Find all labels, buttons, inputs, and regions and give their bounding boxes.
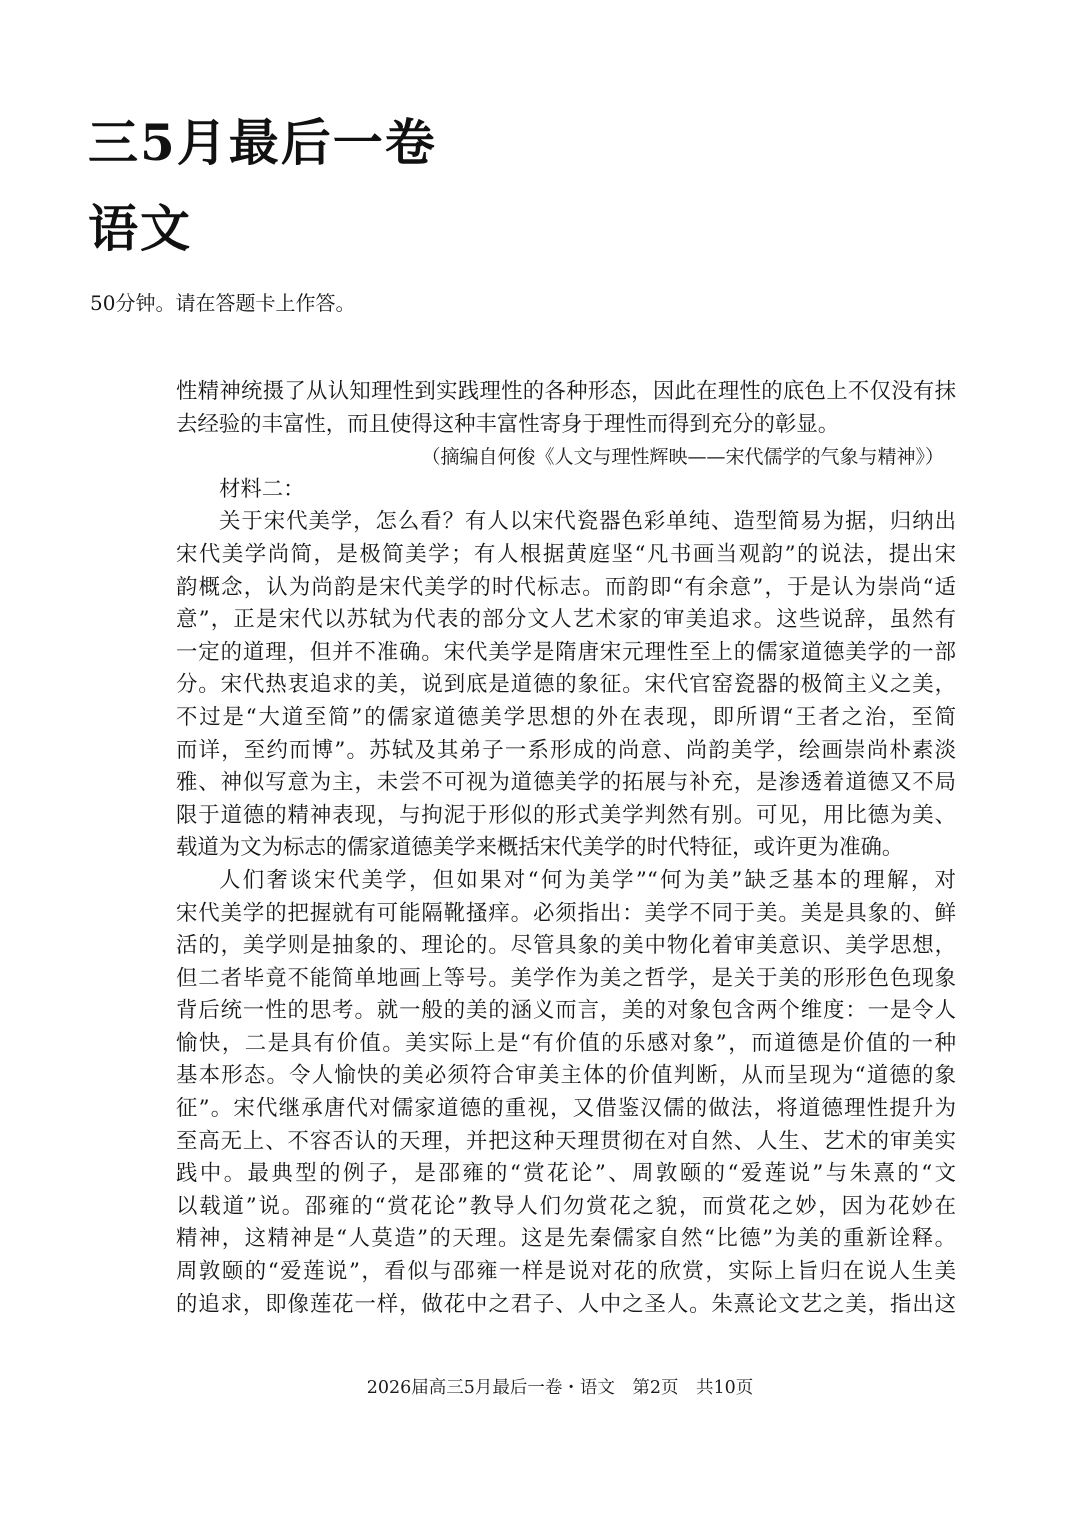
text-line: 基本形态。令人愉快的美必须符合审美主体的价值判断，从而呈现为“道德的象 [176, 1063, 956, 1089]
source-citation: （摘编自何俊《人文与理性辉映——宋代儒学的气象与精神》） [421, 446, 944, 469]
text-line: 一定的道理，但并不准确。宋代美学是隋唐宋元理性至上的儒家道德美学的一部 [176, 639, 956, 665]
text-line: 限于道德的精神表现，与拘泥于形似的形式美学判然有别。可见，用比德为美、 [176, 802, 956, 828]
text-line: 性精神统摄了从认知理性到实践理性的各种形态，因此在理性的底色上不仅没有抹 [176, 379, 956, 404]
text-line: 而详，至约而博”。苏轼及其弟子一系形成的尚意、尚韵美学，绘画崇尚朴素淡 [176, 737, 956, 763]
text-line: 宋代美学的把握就有可能隔靴搔痒。必须指出：美学不同于美。美是具象的、鲜 [176, 900, 956, 926]
text-line: 韵概念，认为尚韵是宋代美学的时代标志。而韵即“有余意”，于是认为崇尚“适 [176, 574, 956, 600]
text-line: 活的，美学则是抽象的、理论的。尽管具象的美中物化着审美意识、美学思想， [176, 933, 956, 959]
text-line: 人们奢谈宋代美学，但如果对“何为美学”“何为美”缺乏基本的理解，对 [219, 867, 956, 893]
exam-notice: 50分钟。请在答题卡上作答。 [90, 291, 356, 315]
text-line: 不过是“大道至简”的儒家道德美学思想的外在表现，即所谓“王者之治，至简 [176, 704, 956, 730]
text-line: 去经验的丰富性，而且使得这种丰富性寄身于理性而得到充分的彰显。 [176, 411, 840, 437]
text-line: 雅、神似写意为主，未尝不可视为道德美学的拓展与补充，是渗透着道德又不局 [176, 770, 956, 796]
text-line: 的追求，即像莲花一样，做花中之君子、人中之圣人。朱熹论文艺之美，指出这 [176, 1291, 956, 1317]
text-line: 载道为文为标志的儒家道德美学来概括宋代美学的时代特征，或许更为准确。 [176, 835, 904, 861]
material-heading: 材料二： [219, 476, 305, 502]
text-line: 至高无上、不容否认的天理，并把这种天理贯彻在对自然、人生、艺术的审美实 [176, 1128, 956, 1154]
text-line: 意”，正是宋代以苏轼为代表的部分文人艺术家的审美追求。这些说辞，虽然有 [176, 607, 956, 633]
page-footer: 2026届高三5月最后一卷・语文 第2页 共10页 [366, 1378, 754, 1398]
paragraph-2 [176, 865, 956, 1321]
text-line: 征”。宋代继承唐代对儒家道德的重视，又借鉴汉儒的做法，将道德理性提升为 [176, 1096, 956, 1122]
text-line: 愉快，二是具有价值。美实际上是“有价值的乐感对象”，而道德是价值的一种 [176, 1030, 956, 1056]
text-line: 关于宋代美学，怎么看？有人以宋代瓷器色彩单纯、造型简易为据，归纳出 [219, 509, 956, 535]
text-line: 践中。最典型的例子，是邵雍的“赏花论”、周敦颐的“爱莲说”与朱熹的“文 [176, 1161, 956, 1187]
text-line: 周敦颐的“爱莲说”，看似与邵雍一样是说对花的欣赏，实际上旨归在说人生美 [176, 1259, 956, 1285]
paragraph-1 [176, 506, 956, 865]
subject-title: 语文 [88, 199, 192, 258]
text-line: 宋代美学尚简，是极简美学；有人根据黄庭坚“凡书画当观韵”的说法，提出宋 [176, 541, 956, 567]
text-line: 精神，这精神是“人莫造”的天理。这是先秦儒家自然“比德”为美的重新诠释。 [176, 1226, 956, 1252]
text-line: 背后统一性的思考。就一般的美的涵义而言，美的对象包含两个维度：一是令人 [176, 998, 956, 1024]
text-line: 以载道”说。邵雍的“赏花论”教导人们勿赏花之貌，而赏花之妙，因为花妙在 [176, 1193, 956, 1219]
reading-passage [176, 376, 956, 1321]
text-line: 但二者毕竟不能简单地画上等号。美学作为美之哲学，是关于美的形形色色现象 [176, 965, 956, 991]
page-title: 三5月最后一卷 [88, 113, 437, 172]
text-line: 分。宋代热衷追求的美，说到底是道德的象征。宋代官窑瓷器的极简主义之美， [176, 672, 956, 698]
